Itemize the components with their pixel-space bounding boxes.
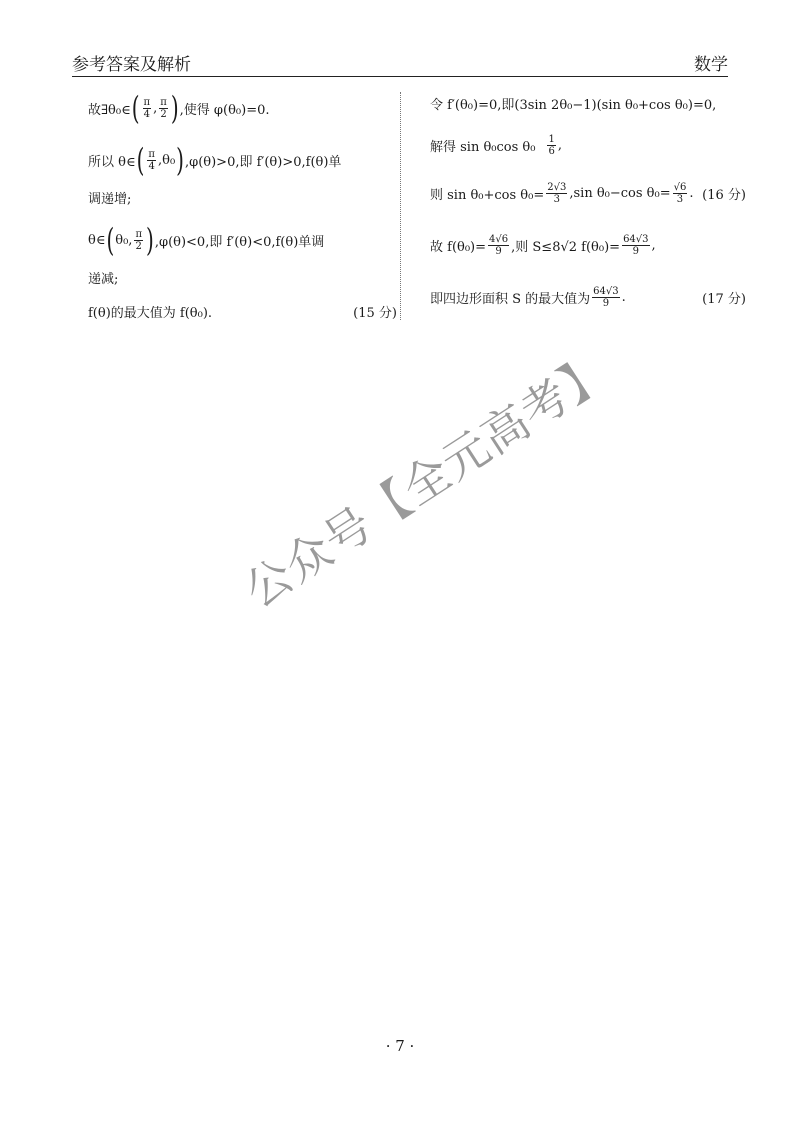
left-line-1: 故∃θ₀∈ ( $\frac{\pi}{4}$ , $\frac{\pi}{2}$ ) ,使得 φ(θ₀)=0. xyxy=(88,88,270,128)
score-label: (17 分) xyxy=(702,292,746,307)
right-line-1: 令 f′(θ₀)=0,即(3sin 2θ₀−1)(sin θ₀+cos θ₀)=0, xyxy=(430,98,717,113)
column-divider xyxy=(400,92,401,320)
fraction: $\frac{2√3}{3}$ xyxy=(547,182,567,205)
score-label: (16 分) xyxy=(702,188,746,203)
left-line-4: θ∈ ( θ₀, $\frac{\pi}{2}$ ) ,φ(θ)<0,即 f′(θ)<0,f(θ)单调 xyxy=(88,220,325,260)
fraction: $\frac{√6}{3}$ xyxy=(673,182,687,205)
fraction: $\frac{\pi}{4}$ xyxy=(143,96,151,120)
header-subject: 数学 xyxy=(694,55,728,75)
fraction: $\frac{4√6}{9}$ xyxy=(489,234,509,257)
page-number: · 7 · xyxy=(385,1037,415,1055)
left-line-5: 递减; xyxy=(88,272,119,287)
fraction: $\frac{64√3}{9}$ xyxy=(623,234,649,257)
fraction: $\frac{64√3}{9}$ xyxy=(593,286,619,309)
right-line-3: 则 sin θ₀+cos θ₀= $\frac{2√3}{3}$ ,sin θ₀−cos θ₀= $\frac{√6}{3}$ . (16 分) xyxy=(430,182,746,205)
page-header xyxy=(72,48,728,77)
fraction: $\frac{\pi}{2}$ xyxy=(160,96,167,120)
score-label: (15 分) xyxy=(353,306,397,321)
left-line-3: 调递增; xyxy=(88,192,132,207)
left-line-2: 所以 θ∈ ( $\frac{\pi}{4}$ ,θ₀ ) ,φ(θ)>0,即 f′(θ)>0,f(θ)单 xyxy=(88,140,342,180)
right-line-5: 即四边形面积 S 的最大值为 $\frac{64√3}{9}$ . (17 分) xyxy=(430,286,746,309)
header-title: 参考答案及解析 xyxy=(72,55,191,75)
right-line-4: 故 f(θ₀)= $\frac{4√6}{9}$ ,则 S≤8√2 f(θ₀)= $\frac{64√3}{9}$ , xyxy=(430,234,656,257)
watermark: 公众号【全元高考】 xyxy=(234,342,620,619)
right-line-2: 解得 sin θ₀cos θ₀ $\frac{1}{6}$ , xyxy=(430,134,562,157)
fraction: $\frac{\pi}{4}$ xyxy=(148,148,155,172)
left-line-6: f(θ)的最大值为 f(θ₀). (15 分) xyxy=(88,302,393,321)
fraction: $\frac{1}{6}$ xyxy=(548,134,555,157)
fraction: $\frac{\pi}{2}$ xyxy=(135,228,143,252)
